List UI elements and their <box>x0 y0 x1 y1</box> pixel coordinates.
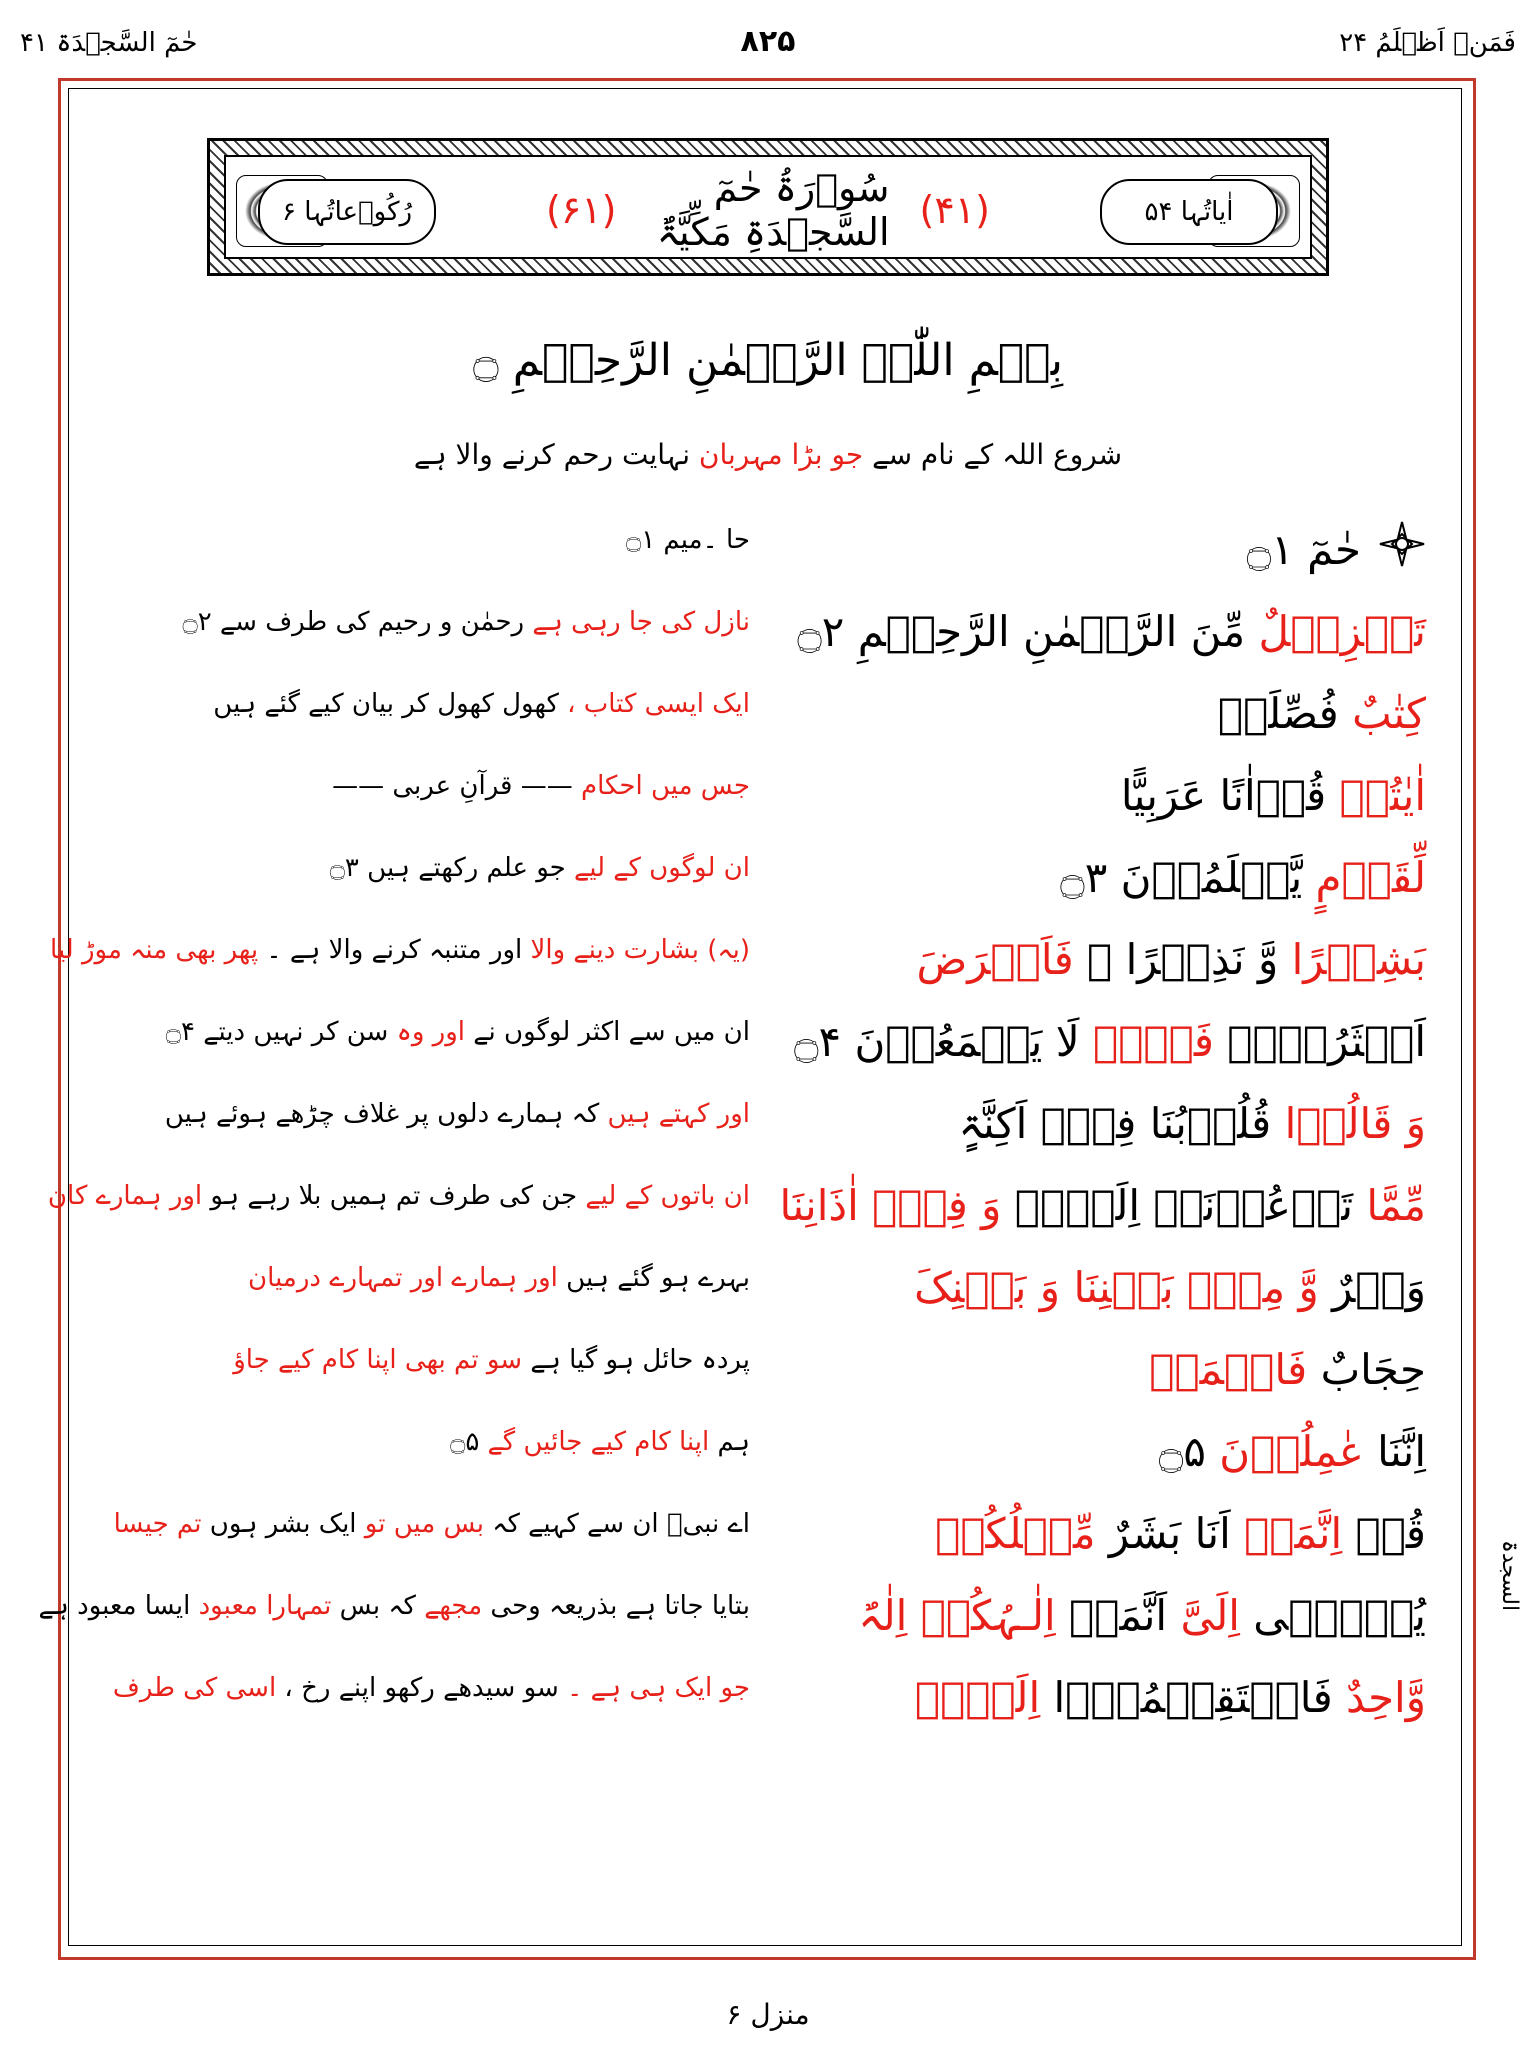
verse-row <box>0 1345 1536 1405</box>
urdu-translation <box>47 1181 750 1211</box>
arabic-segment: اِلٰـہُکُمۡ اِلٰہٌ <box>858 1591 1056 1640</box>
urdu-translation <box>150 1263 750 1293</box>
urdu-translation <box>150 771 750 801</box>
arabic-segment: فَاسۡتَقِیۡمُوۡۤا <box>1040 1673 1333 1722</box>
urdu-segment: اور متنبہ کرنے والا ہے ۔ <box>258 935 523 965</box>
ruku-count-cartouche <box>258 179 436 245</box>
urdu-segment: اے نبیؐ ان سے کہیے کہ <box>483 1509 750 1539</box>
arabic-segment: یَّعۡلَمُوۡنَ ۝۳ <box>1060 853 1303 902</box>
bismillah-translation-part1: شروع اللہ کے نام سے <box>872 438 1123 471</box>
urdu-segment: ایسا معبود ہے <box>38 1591 191 1621</box>
header-surah-title: حٰمٓ السَّجۡدَۃ ۴۱ <box>20 28 198 58</box>
urdu-translation <box>113 1509 750 1539</box>
arabic-segment: اٰیٰتُہٗ <box>1326 771 1426 820</box>
arabic-verse <box>786 1345 1426 1394</box>
page-number: ۸۲۵ <box>740 24 796 59</box>
urdu-segment: حا ۔میم ۝۱ <box>625 525 750 555</box>
urdu-translation <box>150 689 750 719</box>
verse-row <box>0 771 1536 831</box>
urdu-translation <box>38 1591 750 1621</box>
arabic-segment: فَہُمۡ <box>1079 1017 1214 1066</box>
urdu-translation <box>50 935 750 965</box>
urdu-segment: تمہارا معبود <box>190 1591 332 1621</box>
verse-row <box>0 935 1536 995</box>
verse-row <box>0 1509 1536 1569</box>
arabic-segment: حٰمٓ ۝۱ <box>1246 525 1361 574</box>
arabic-segment: عٰمِلُوۡنَ <box>1205 1427 1364 1476</box>
arabic-verse <box>786 1673 1426 1722</box>
urdu-segment: بس میں تو <box>356 1509 484 1539</box>
arabic-segment: وَ قَالُوۡا <box>1271 1099 1426 1148</box>
arabic-segment: لِّقَوۡمٍ <box>1302 853 1426 902</box>
revelation-order: (۶۱) <box>546 188 617 232</box>
verse-row <box>0 689 1536 749</box>
verse-row <box>0 1263 1536 1323</box>
verse-row <box>0 1181 1536 1241</box>
surah-title-box <box>546 166 990 254</box>
arabic-segment: اَنَّمَاۤ <box>1055 1591 1168 1640</box>
verse-row <box>0 853 1536 913</box>
urdu-segment: کھول کھول کر بیان کیے گئے ہیں <box>213 689 559 719</box>
arabic-segment: اَنَا بَشَرٌ <box>1095 1509 1231 1558</box>
urdu-translation <box>150 853 750 883</box>
header-juz-title: فَمَنۡ اَظۡلَمُ ۲۴ <box>1339 28 1516 58</box>
arabic-segment: قُرۡاٰنًا عَرَبِیًّا <box>1120 771 1327 820</box>
urdu-segment: اور ہمارے کان <box>47 1181 203 1211</box>
urdu-translation <box>150 1099 750 1129</box>
bismillah-translation <box>0 438 1536 471</box>
arabic-segment: قُلۡ <box>1342 1509 1426 1558</box>
arabic-segment: اَکۡثَرُہُمۡ <box>1213 1017 1426 1066</box>
arabic-segment: اِلَیۡہِ <box>914 1673 1041 1722</box>
arabic-verse <box>786 853 1426 902</box>
surah-banner-core <box>224 155 1312 259</box>
verse-row <box>0 1099 1536 1159</box>
arabic-verse <box>786 935 1426 984</box>
arabic-segment: اِنَّمَاۤ <box>1230 1509 1343 1558</box>
urdu-segment: ۝۵ <box>450 1427 480 1457</box>
arabic-verse <box>786 1509 1426 1558</box>
urdu-translation <box>150 1427 750 1457</box>
ruku-count-label: رُکُوۡعاتُہا ۶ <box>281 197 413 227</box>
arabic-segment: فُصِّلَتۡ <box>1217 689 1339 738</box>
arabic-verse <box>779 1181 1426 1230</box>
arabic-verse <box>786 689 1426 738</box>
urdu-segment: —— قرآنِ عربی —— <box>332 771 573 801</box>
arabic-segment: لَا یَسۡمَعُوۡنَ ۝۴ <box>793 1017 1080 1066</box>
urdu-segment: ان لوگوں کے لیے <box>565 853 750 883</box>
arabic-verse <box>786 1427 1426 1476</box>
verse-row <box>0 1591 1536 1651</box>
bismillah-translation-part2: جو بڑا مہربان <box>698 438 864 471</box>
arabic-segment: وَقۡرٌ <box>1318 1263 1426 1312</box>
arabic-segment: تَنۡزِیۡلٌ <box>1245 607 1426 656</box>
urdu-segment: نازل کی جا رہی ہے <box>524 607 750 637</box>
arabic-segment: اِلَیَّ <box>1167 1591 1240 1640</box>
urdu-segment: جو علم رکھتے ہیں ۝۳ <box>329 853 566 883</box>
arabic-segment: وَّ مِنۡۢ بَیۡنِنَا وَ بَیۡنِکَ <box>914 1263 1319 1312</box>
arabic-verse <box>786 771 1426 820</box>
urdu-segment: (یہ) بشارت دینے والا <box>522 935 750 965</box>
arabic-segment: قُلُوۡبُنَا فِیۡۤ اَکِنَّۃٍ <box>958 1099 1272 1148</box>
urdu-segment: اپنا کام کیے جائیں گے <box>479 1427 710 1457</box>
urdu-segment: اور ہمارے اور تمہارے درمیان <box>248 1263 558 1293</box>
urdu-translation <box>150 1017 750 1047</box>
surah-title: سُوۡرَۃُ حٰمٓ السَّجۡدَۃِ مَکِّیَّۃٌ <box>656 166 890 254</box>
arabic-verse <box>786 1099 1426 1148</box>
ayat-count-cartouche <box>1100 179 1278 245</box>
arabic-segment: فَاَعۡرَضَ <box>916 935 1074 984</box>
verse-row <box>0 1427 1536 1487</box>
ayat-count-label: اٰیاتُہا ۵۴ <box>1144 197 1234 227</box>
arabic-segment: اِنَّنَا <box>1363 1427 1426 1476</box>
urdu-translation <box>150 1345 750 1375</box>
urdu-translation <box>112 1673 750 1703</box>
urdu-segment: پھر بھی منہ موڑ لیا <box>50 935 259 965</box>
arabic-segment: یُوۡحٰۤی <box>1239 1591 1426 1640</box>
urdu-segment: مجھے <box>415 1591 483 1621</box>
surah-number: (۴۱) <box>919 188 990 232</box>
urdu-segment: اور وہ <box>388 1017 465 1047</box>
arabic-verse <box>786 1017 1426 1066</box>
arabic-segment: وَّ نَذِیۡرًا ۚ <box>1073 935 1279 984</box>
urdu-segment: سن کر نہیں دیتے ۝۴ <box>165 1017 389 1047</box>
arabic-verse <box>786 607 1426 656</box>
arabic-segment: تَدۡعُوۡنَاۤ اِلَیۡہِ <box>1001 1181 1354 1230</box>
urdu-translation <box>150 525 750 555</box>
bismillah: بِسۡمِ اللّٰہِ الرَّحۡمٰنِ الرَّحِیۡمِ ۝ <box>473 335 1063 386</box>
arabic-segment: کِتٰبٌ <box>1338 689 1426 738</box>
arabic-segment: مِّمَّا <box>1353 1181 1426 1230</box>
bismillah-translation-part3: نہایت رحم کرنے والا ہے <box>413 438 690 471</box>
urdu-segment: جو ایک ہی ہے ۔ <box>558 1673 750 1703</box>
arabic-segment: مِّنَ الرَّحۡمٰنِ الرَّحِیۡمِ ۝۲ <box>797 607 1246 656</box>
urdu-translation <box>150 607 750 637</box>
urdu-segment: اور کہتے ہیں <box>599 1099 750 1129</box>
urdu-segment: رحمٰن و رحیم کی طرف سے ۝۲ <box>182 607 525 637</box>
verse-row <box>0 1017 1536 1077</box>
urdu-segment: جس میں احکام <box>572 771 750 801</box>
urdu-segment: تم جیسا <box>113 1509 202 1539</box>
surah-banner <box>207 138 1329 276</box>
side-marginal-note: السجدۃ <box>1497 1540 1522 1612</box>
arabic-segment: بَشِیۡرًا <box>1278 935 1426 984</box>
verse-row <box>0 1673 1536 1733</box>
arabic-verse <box>786 1591 1426 1640</box>
urdu-segment: پردہ حائل ہو گیا ہے <box>522 1345 750 1375</box>
manzil-marker: منزل ۶ <box>726 1998 810 2031</box>
urdu-segment: ایک ایسی کتاب ، <box>558 689 750 719</box>
arabic-verse <box>721 525 1361 574</box>
verse-row <box>0 525 1536 585</box>
urdu-segment: کہ ہمارے دلوں پر غلاف چڑھے ہوئے ہیں <box>164 1099 600 1129</box>
urdu-segment: سو تم بھی اپنا کام کیے جاؤ <box>233 1345 523 1375</box>
arabic-segment: فَاعۡمَلۡ <box>1149 1345 1308 1394</box>
arabic-segment: حِجَابٌ <box>1307 1345 1426 1394</box>
urdu-segment: ان باتوں کے لیے <box>577 1181 750 1211</box>
urdu-segment: جن کی طرف تم ہمیں بلا رہے ہو <box>202 1181 578 1211</box>
arabic-segment: ۝۵ <box>1158 1427 1206 1476</box>
arabic-verse <box>786 1263 1426 1312</box>
verse-row <box>0 607 1536 667</box>
urdu-segment: ہم <box>709 1427 750 1457</box>
urdu-segment: بتایا جاتا ہے بذریعہ وحی <box>482 1591 750 1621</box>
arabic-segment: وَّاحِدٌ <box>1332 1673 1426 1722</box>
urdu-segment: بہرے ہو گئے ہیں <box>557 1263 750 1293</box>
urdu-segment: کہ بس <box>331 1591 416 1621</box>
arabic-segment: وَ فِیۡۤ اٰذَانِنَا <box>779 1181 1002 1230</box>
urdu-segment: سو سیدھے رکھو اپنے رخ ، <box>276 1673 559 1703</box>
arabic-segment: مِّثۡلُکُمۡ <box>935 1509 1096 1558</box>
urdu-segment: اسی کی طرف <box>112 1673 277 1703</box>
urdu-segment: ایک بشر ہوں <box>201 1509 357 1539</box>
urdu-segment: ان میں سے اکثر لوگوں نے <box>464 1017 750 1047</box>
